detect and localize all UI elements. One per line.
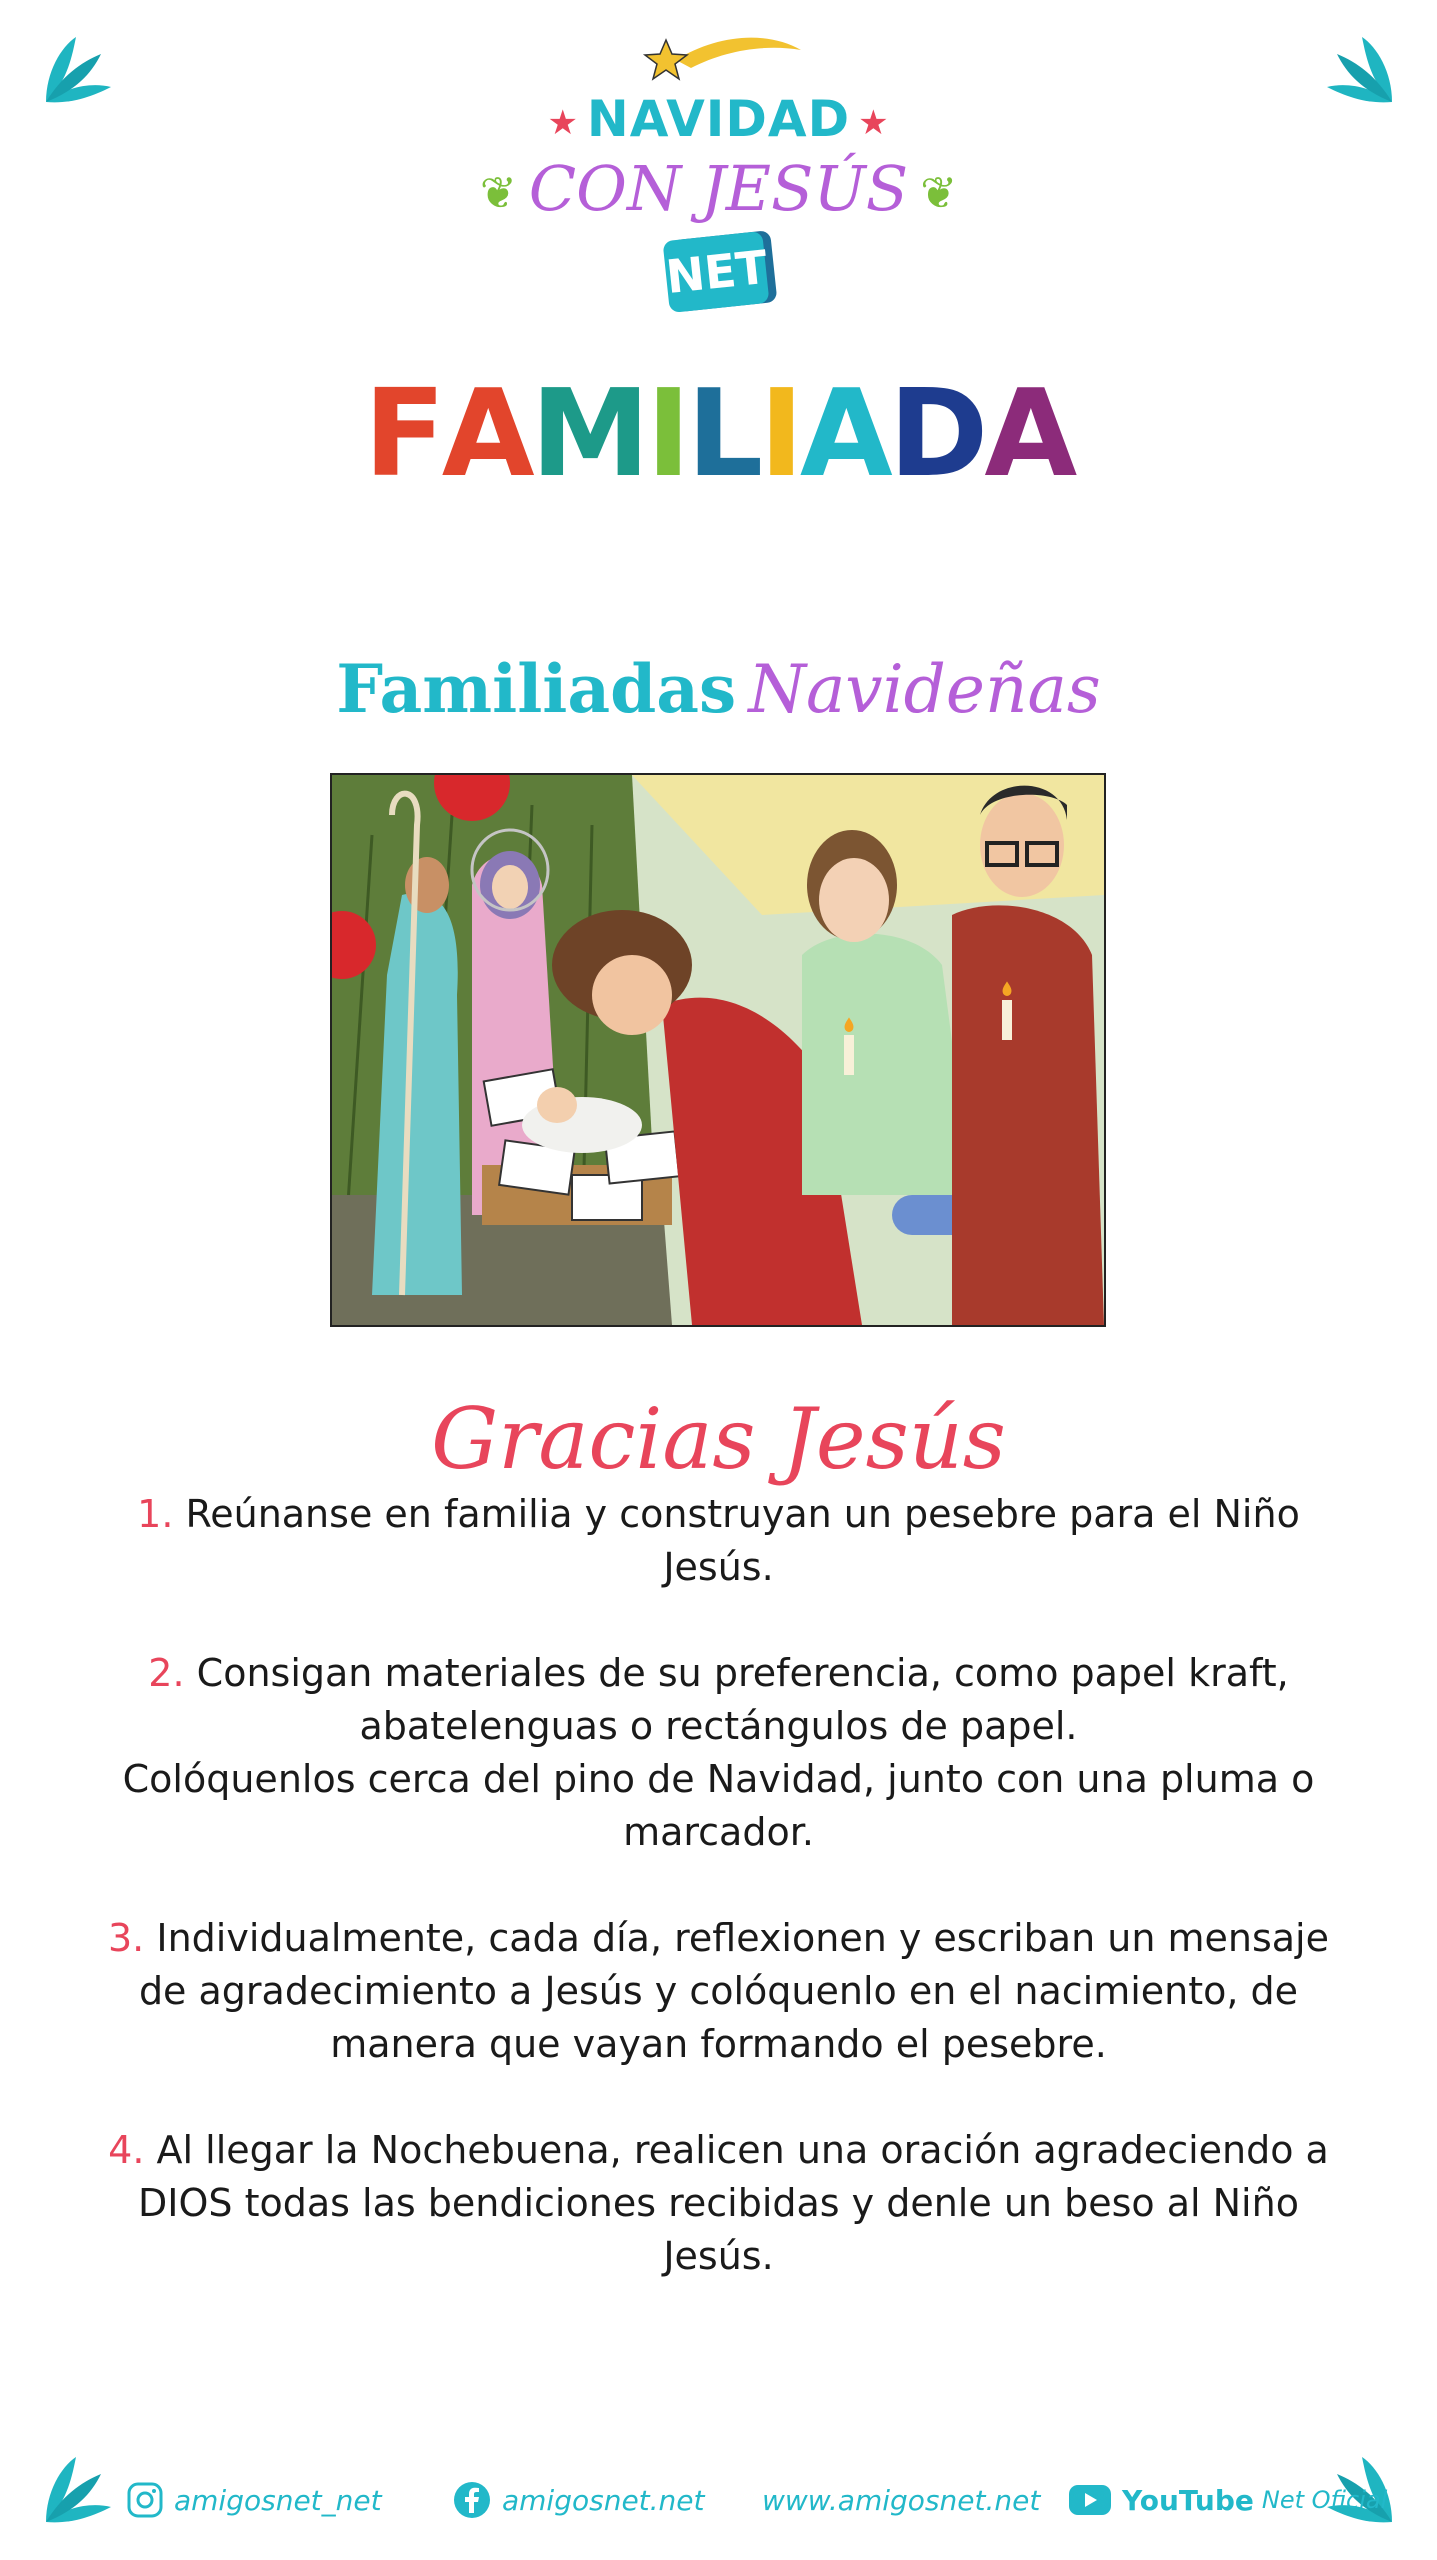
shooting-star-icon <box>636 30 806 90</box>
familiada-letter: L <box>686 365 760 504</box>
step-line: Reúnanse en familia y construyan un pesebre para el Niño Jesús. <box>185 1492 1300 1589</box>
familiada-letter: A <box>441 365 531 504</box>
step-item <box>100 1912 1337 2071</box>
sprig-icon: ❦ <box>920 168 958 220</box>
step-line: Consigan materiales de su preferencia, como papel kraft, abatelenguas o rectángulos de papel. <box>196 1651 1289 1748</box>
net-badge: NET <box>663 231 770 313</box>
steps-list <box>100 1488 1337 2336</box>
sprig-icon: ❦ <box>479 168 517 220</box>
familiada-letter: A <box>984 365 1074 504</box>
step-number: 1. <box>137 1492 174 1536</box>
step-text <box>100 1753 1337 1859</box>
website-link[interactable]: www.amigosnet.net <box>762 2483 1041 2517</box>
section-title <box>0 650 1437 728</box>
instagram-handle: amigosnet_net <box>174 2483 382 2517</box>
youtube-brand: YouTube <box>1122 2483 1254 2517</box>
step-line: Individualmente, cada día, reflexionen y escriban un mensaje de agradecimiento a Jesús y colóquenlo en el nacimiento, de manera que vayan formando el pesebre. <box>138 1916 1329 2066</box>
logo-navidad: ★ NAVIDAD ★ <box>547 90 890 148</box>
step-line: Al llegar la Nochebuena, realicen una oración agradeciendo a DIOS todas las bendiciones recibidas y denle un beso al Niño Jesús. <box>138 2128 1329 2278</box>
step-text <box>100 1912 1337 2071</box>
familiada-letter: I <box>646 365 687 504</box>
section-title-part1: Familiadas <box>336 650 737 728</box>
familiada-letter: D <box>888 365 985 504</box>
section-title-part2: Navideñas <box>748 651 1101 728</box>
step-text <box>100 1488 1337 1594</box>
step-text <box>100 1647 1337 1753</box>
youtube-icon <box>1068 2484 1112 2516</box>
logo-con-jesus: ❦ CON JESÚS ❦ <box>479 152 958 225</box>
familiada-letter: A <box>799 365 889 504</box>
step-item <box>100 2124 1337 2283</box>
footer-instagram[interactable] <box>126 2475 382 2525</box>
footer-youtube[interactable] <box>1068 2475 1387 2525</box>
instagram-icon <box>126 2481 164 2519</box>
step-number: 3. <box>108 1916 145 1960</box>
familiada-letter: F <box>363 365 442 504</box>
activity-title: Gracias Jesús <box>431 1390 1006 1488</box>
step-item <box>100 1488 1337 1594</box>
facebook-icon <box>452 2480 492 2520</box>
footer-website[interactable] <box>762 2475 1040 2525</box>
familiada-letter: I <box>759 365 800 504</box>
step-text <box>100 2124 1337 2283</box>
footer-facebook[interactable] <box>452 2475 705 2525</box>
step-item <box>100 1647 1337 1859</box>
step-line: Colóquenlos cerca del pino de Navidad, junto con una pluma o marcador. <box>122 1757 1315 1854</box>
nativity-family-illustration <box>330 773 1106 1327</box>
leaf-corner-icon <box>36 2452 116 2532</box>
familiada-letter: M <box>530 365 647 504</box>
familiada-logo <box>0 365 1437 504</box>
step-number: 2. <box>148 1651 185 1695</box>
star-icon: ★ <box>858 102 890 143</box>
star-icon: ★ <box>547 102 579 143</box>
step-number: 4. <box>108 2128 145 2172</box>
facebook-handle: amigosnet.net <box>502 2483 705 2517</box>
youtube-channel: Net Oficial <box>1261 2486 1388 2514</box>
